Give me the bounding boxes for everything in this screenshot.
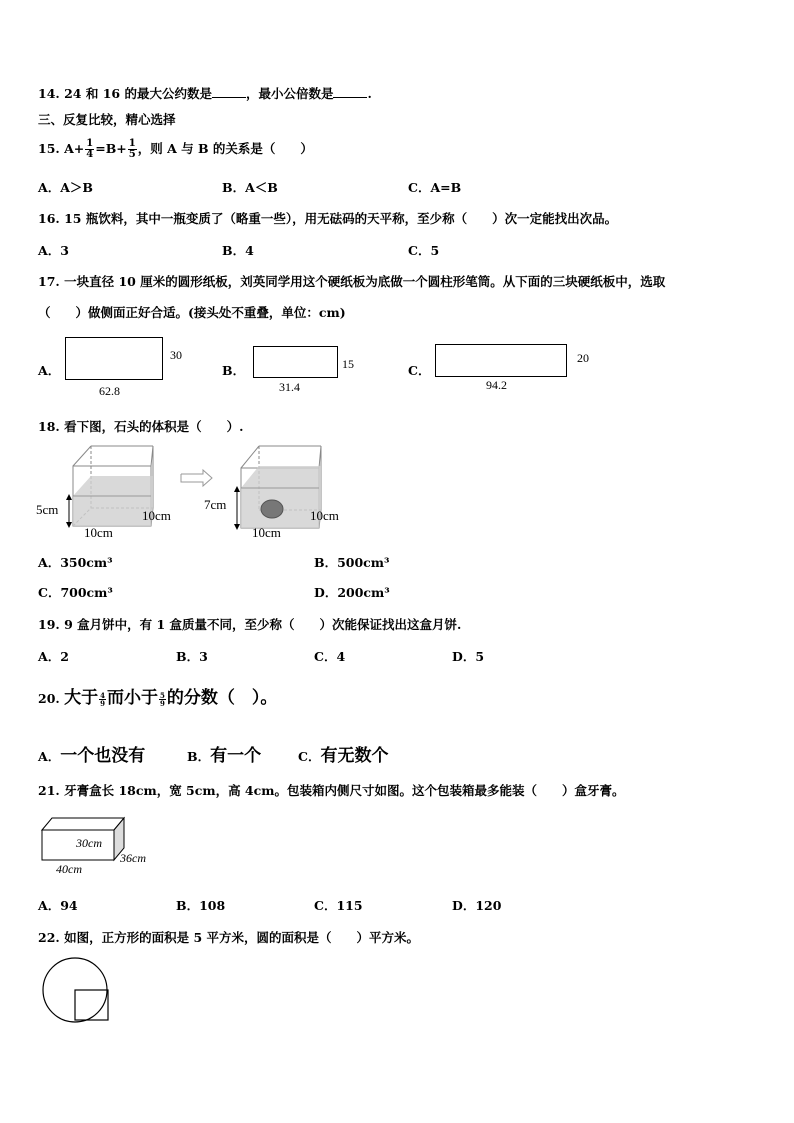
option-c[interactable] — [298, 741, 388, 766]
option-b[interactable]: B．4 — [222, 243, 254, 258]
fraction: $\frac{4}{9}$ — [100, 691, 105, 708]
tank1-width-label: 10cm — [84, 525, 113, 540]
question-text: 牙膏盒长 18cm，宽 5cm，高 4cm。包装箱内侧尺寸如图。这个包装箱最多能装（ ）盒牙膏。 — [64, 783, 625, 798]
option-b[interactable]: B．500cm³ — [314, 555, 390, 570]
question-text: 而小于 — [106, 688, 158, 708]
option-a[interactable]: A．94 — [38, 898, 78, 913]
water-tank-figure — [36, 438, 366, 544]
box-top-label: 30cm — [76, 836, 102, 850]
option-text: 有一个 — [210, 746, 262, 766]
option-letter: B． — [187, 749, 211, 764]
cardboard-b[interactable] — [253, 346, 338, 378]
option-letter: A． — [38, 749, 61, 764]
fraction: $\frac{1}{4}$ — [86, 138, 94, 160]
fraction: $\frac{5}{9}$ — [159, 691, 165, 708]
question-14 — [38, 84, 372, 102]
question-text: A+ — [64, 141, 85, 156]
option-a[interactable] — [38, 741, 145, 766]
cardboard-b-height: 15 — [342, 357, 354, 371]
question-22 — [38, 928, 419, 946]
question-number: 18. — [38, 419, 60, 434]
option-c[interactable]: C．A=B — [408, 180, 462, 195]
question-text: . — [367, 86, 372, 101]
question-17 — [38, 272, 665, 290]
cardboard-c-height: 20 — [577, 351, 589, 365]
option-b[interactable] — [187, 741, 261, 766]
option-c[interactable]: C．4 — [314, 649, 346, 664]
cardboard-a-width: 62.8 — [99, 384, 120, 398]
option-c[interactable]: C．5 — [408, 243, 440, 258]
cardboard-b-width: 31.4 — [279, 380, 300, 394]
answer-blank[interactable] — [212, 86, 246, 98]
arrow-right-icon — [181, 470, 212, 486]
option-b[interactable]: B．A＜B — [222, 180, 278, 195]
question-text: =B+ — [95, 141, 127, 156]
cardboard-a[interactable] — [65, 337, 163, 380]
option-b[interactable]: B．108 — [176, 898, 226, 913]
question-text: 9 盒月饼中，有 1 盒质量不同，至少称（ ）次能保证找出这盒月饼. — [64, 617, 462, 632]
option-a-label[interactable]: A． — [38, 363, 61, 378]
cardboard-c[interactable] — [435, 344, 567, 377]
option-a[interactable]: A．3 — [38, 243, 69, 258]
option-c-label[interactable]: C． — [408, 363, 431, 378]
cardboard-c-width: 94.2 — [486, 378, 507, 392]
tank2-depth-label: 10cm — [310, 508, 339, 523]
box-side-label: 36cm — [120, 851, 146, 865]
tank2-width-label: 10cm — [252, 525, 281, 540]
question-number: 21. — [38, 783, 60, 798]
option-d[interactable]: D．200cm³ — [314, 585, 390, 600]
option-d[interactable]: D．5 — [452, 649, 485, 664]
fraction: $\frac{1}{5}$ — [128, 138, 136, 160]
question-text: ，则 A 与 B 的关系是（ ） — [137, 141, 313, 156]
question-19 — [38, 615, 461, 633]
question-15 — [38, 135, 313, 163]
question-text: 大于 — [64, 688, 99, 708]
tank1-height-label: 5cm — [36, 502, 59, 517]
tank2-height-label: 7cm — [204, 497, 227, 512]
question-number: 17. — [38, 274, 60, 289]
option-a[interactable]: A．A＞B — [38, 180, 93, 195]
tank1-depth-label: 10cm — [142, 508, 171, 523]
circle-square-figure — [38, 956, 118, 1028]
stone-icon — [261, 500, 283, 518]
box-bottom-label: 40cm — [56, 862, 82, 876]
option-a[interactable]: A．350cm³ — [38, 555, 113, 570]
option-c[interactable]: C．700cm³ — [38, 585, 113, 600]
packing-box-figure — [38, 814, 168, 878]
question-21 — [38, 781, 624, 799]
question-text: 24 和 16 的最大公约数是 — [64, 86, 212, 101]
option-d[interactable]: D．120 — [452, 898, 502, 913]
question-number: 22. — [38, 930, 60, 945]
cardboard-a-height: 30 — [170, 348, 182, 362]
option-c[interactable]: C．115 — [314, 898, 363, 913]
option-text: 有无数个 — [320, 746, 389, 766]
question-16 — [38, 209, 617, 227]
question-number: 15. — [38, 141, 60, 156]
question-number: 16. — [38, 211, 60, 226]
answer-blank[interactable] — [333, 86, 367, 98]
question-text: 看下图，石头的体积是（ ）. — [64, 419, 244, 434]
question-number: 14. — [38, 86, 60, 101]
question-text: 一块直径 10 厘米的圆形纸板，刘英同学用这个硬纸板为底做一个圆柱形笔筒。从下面的三块硬纸板中，选取 — [64, 274, 666, 289]
section-heading: 三、反复比较，精心选择 — [38, 112, 176, 127]
question-17-line2: （ ）做侧面正好合适。(接头处不重叠，单位：cm) — [38, 305, 346, 320]
question-number: 20. — [38, 691, 60, 706]
option-b[interactable]: B．3 — [176, 649, 208, 664]
question-18 — [38, 417, 243, 435]
question-text: 如图，正方形的面积是 5 平方米，圆的面积是（ ）平方米。 — [64, 930, 420, 945]
option-b-label[interactable]: B． — [222, 363, 246, 378]
question-text: 15 瓶饮料，其中一瓶变质了（略重一些），用无砝码的天平称，至少称（ ）次一定能找出次品。 — [64, 211, 618, 226]
option-letter: C． — [298, 749, 321, 764]
question-text: ，最小公倍数是 — [245, 86, 334, 101]
question-text: 的分数（ ）。 — [166, 688, 278, 708]
option-a[interactable]: A．2 — [38, 649, 69, 664]
question-20 — [38, 686, 277, 711]
option-text: 一个也没有 — [60, 746, 146, 766]
question-number: 19. — [38, 617, 60, 632]
